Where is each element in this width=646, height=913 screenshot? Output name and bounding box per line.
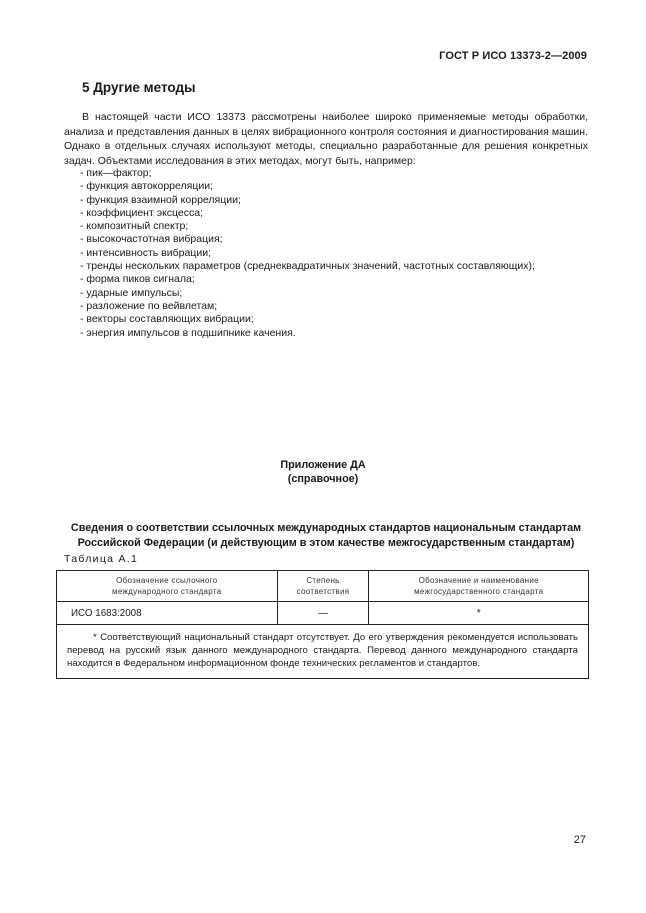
annex-title: Сведения о соответствии ссылочных международных стандартов национальным стандартам Российской Федерации (и действующим в этом качестве межгосударственным стандартам) xyxy=(70,522,582,549)
list-item: - форма пиков сигнала; xyxy=(80,273,195,286)
table-header-row xyxy=(57,571,589,602)
list-item: - тренды нескольких параметров (среднеквадратичных значений, частотных составляющих); xyxy=(80,260,535,273)
page-number: 27 xyxy=(573,834,586,846)
section-title: 5 Другие методы xyxy=(82,80,196,95)
cell-national: * xyxy=(369,602,589,625)
list-item: - функция автокорреляции; xyxy=(80,180,213,193)
document-header: ГОСТ Р ИСО 13373-2—2009 xyxy=(439,50,587,62)
list-item: - пик—фактор; xyxy=(80,167,152,179)
list-item: - ударные импульсы; xyxy=(80,286,183,299)
list-item: - коэффициент эксцесса; xyxy=(80,206,204,219)
header-national-standard: Обозначение и наименование межгосударственного стандарта xyxy=(369,571,589,602)
annex-label: Приложение ДА xyxy=(280,459,366,471)
table-footnote xyxy=(57,625,589,679)
list-item: - функция взаимной корреляции; xyxy=(80,193,241,206)
cell-ref: ИСО 1683:2008 xyxy=(57,602,278,625)
list-item: - интенсивность вибрации; xyxy=(80,246,211,259)
header-international-standard: Обозначение ссылочного международного стандарта xyxy=(57,571,278,602)
header-degree: Степень соответствия xyxy=(277,571,369,602)
table-label: Таблица А.1 xyxy=(64,553,139,565)
table-row xyxy=(57,602,589,625)
section-intro xyxy=(64,110,588,168)
table-footnote-row xyxy=(57,625,589,679)
reference-table xyxy=(56,570,589,679)
intro-paragraph: В настоящей части ИСО 13373 рассмотрены наиболее широко применяемые методы обработки, анализа и представления данных в целях вибрационного контроля состояния и диагностирования машин. Однако в отдельных случаях используют методы, специально разработанные для решения конкретных задач. Объектами исследования в этих методах, могут быть, например: xyxy=(64,111,588,167)
annex-kind: (справочное) xyxy=(287,472,359,485)
list-item: - векторы составляющих вибрации; xyxy=(80,313,254,326)
list-item: - энергия импульсов в подшипнике качения. xyxy=(80,326,296,339)
list-item: - высокочастотная вибрация; xyxy=(80,233,223,246)
annex-heading xyxy=(0,459,646,486)
cell-degree: — xyxy=(277,602,369,625)
footnote-text: * Соответствующий национальный стандарт отсутствует. До его утверждения рекомендуется использовать перевод на русский язык данного международного стандарта. Перевод данного международного стандарта находится в Федеральном информационном фонде технических регламентов и стандартов. xyxy=(67,632,578,669)
methods-list xyxy=(80,167,535,340)
list-item: - композитный спектр; xyxy=(80,220,189,233)
list-item: - разложение по вейвлетам; xyxy=(80,299,218,312)
